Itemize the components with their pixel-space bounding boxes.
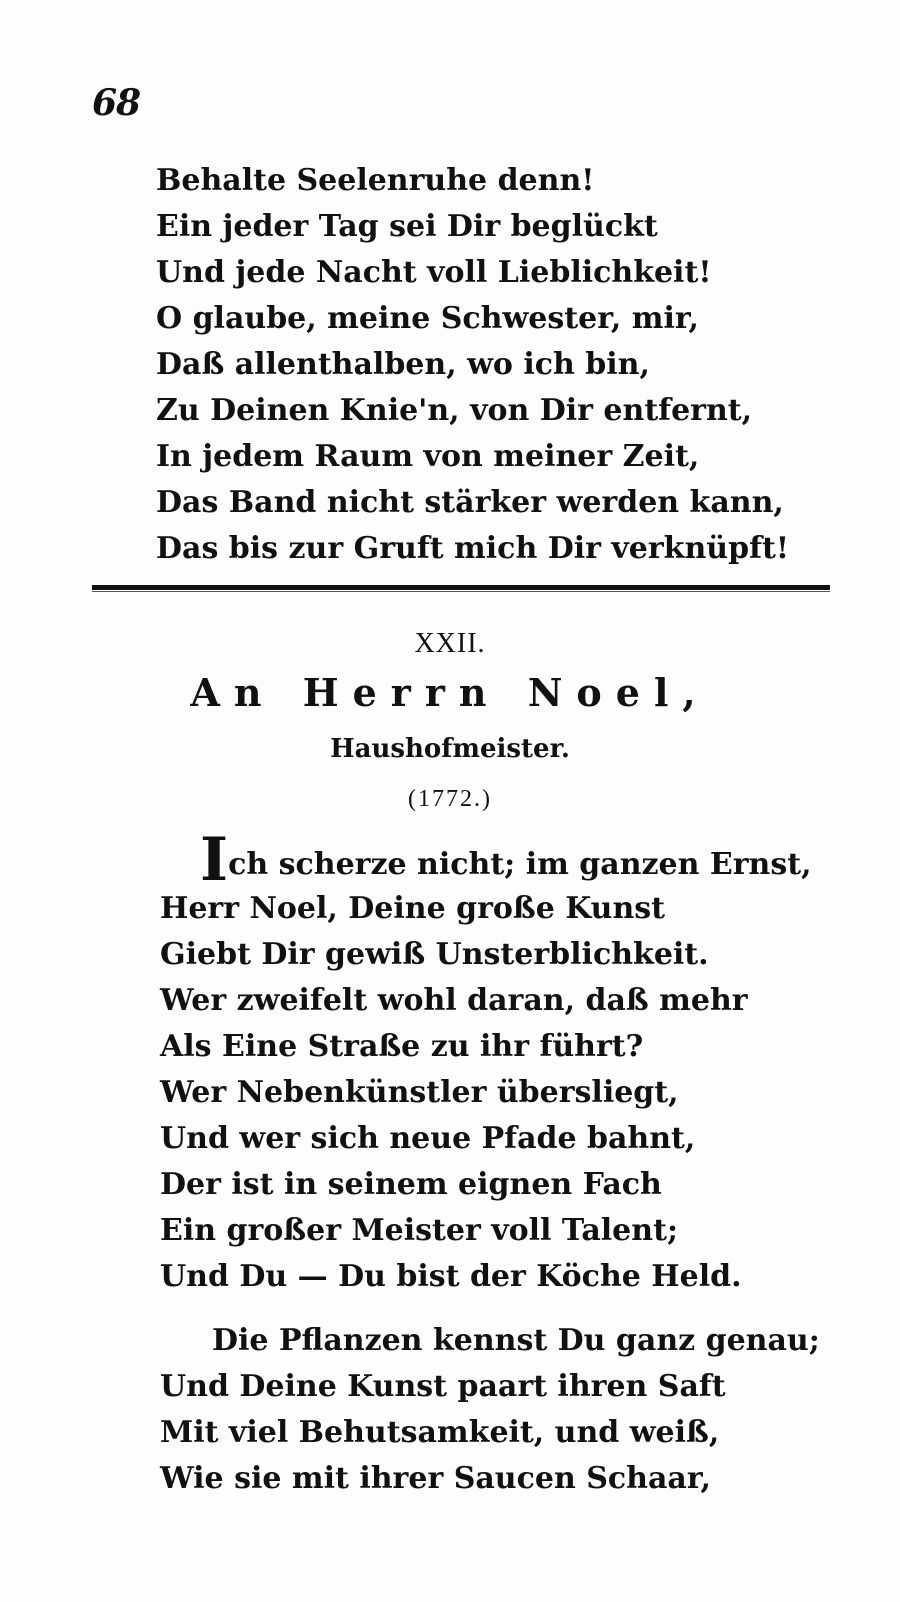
poem-section-number: XXII. <box>414 628 486 659</box>
verse-line: Daß allenthalben, wo ich bin, <box>156 347 650 382</box>
verse-line: Wer Nebenkünstler übersliegt, <box>160 1075 679 1110</box>
verse-line: Zu Deinen Knie'n, von Dir entfernt, <box>156 393 753 428</box>
poem-stanza-2 <box>160 1318 860 1502</box>
poem-stanza-1 <box>160 825 860 1300</box>
verse-line: Und Deine Kunst paart ihren Saft <box>160 1369 726 1404</box>
page-number: 68 <box>92 82 141 124</box>
verse-line: Ein großer Meister voll Talent; <box>160 1213 679 1248</box>
verse-line: Ein jeder Tag sei Dir beglückt <box>156 209 658 244</box>
verse-line-first <box>160 825 860 895</box>
verse-line-text: ch scherze nicht; im ganzen Ernst, <box>228 847 812 882</box>
poem-stanza-previous <box>156 158 856 572</box>
verse-line: Als Eine Straße zu ihr führt? <box>160 1029 644 1064</box>
section-divider-rule <box>92 585 830 592</box>
verse-line: Wie sie mit ihrer Saucen Schaar, <box>160 1461 711 1496</box>
verse-line: Wer zweifelt wohl daran, daß mehr <box>160 983 748 1018</box>
verse-line: Und Du — Du bist der Köche Held. <box>160 1259 742 1294</box>
poem-title: An Herrn Noel, <box>190 670 710 715</box>
drop-cap: I <box>200 825 229 895</box>
verse-line: Giebt Dir gewiß Unsterblichkeit. <box>160 937 709 972</box>
verse-line: Behalte Seelenruhe denn! <box>156 163 595 198</box>
poem-year: (1772.) <box>408 786 492 812</box>
verse-line: In jedem Raum von meiner Zeit, <box>156 439 700 474</box>
verse-line: Und jede Nacht voll Lieblichkeit! <box>156 255 712 290</box>
verse-line: Und wer sich neue Pfade bahnt, <box>160 1121 696 1156</box>
verse-line: Mit viel Behutsamkeit, und weiß, <box>160 1415 720 1450</box>
verse-line: Herr Noel, Deine große Kunst <box>160 891 666 926</box>
verse-line: Das bis zur Gruft mich Dir verknüpft! <box>156 531 790 566</box>
verse-line: Die Pflanzen kennst Du ganz genau; <box>212 1323 820 1358</box>
verse-line: O glaube, meine Schwester, mir, <box>156 301 699 336</box>
verse-line: Das Band nicht stärker werden kann, <box>156 485 784 520</box>
verse-line: Der ist in seinem eignen Fach <box>160 1167 662 1202</box>
poem-subtitle: Haushofmeister. <box>330 734 570 764</box>
